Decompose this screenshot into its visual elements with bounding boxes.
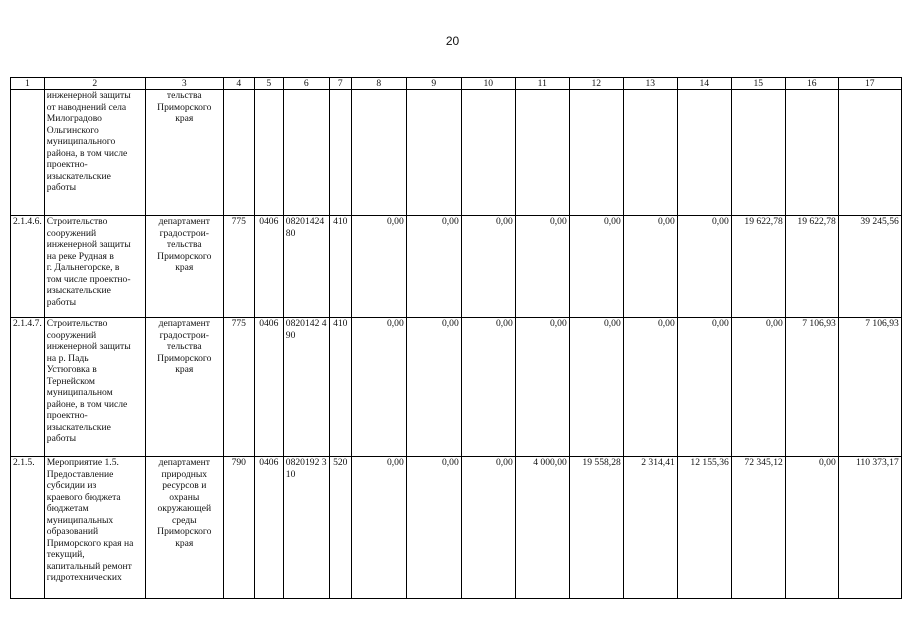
activity-name: Строительство сооружений инженерной защиты на р. Падь Устюговка в Тернейском муниципальном районе, в том числе проектно- изыскательские работы [44, 318, 145, 457]
col-header: 4 [223, 78, 254, 90]
value-cell: 7 106,93 [785, 318, 838, 457]
value-cell: 19 558,28 [569, 457, 623, 599]
col-header: 5 [254, 78, 283, 90]
expense-type: 410 [329, 318, 351, 457]
col-header: 14 [677, 78, 731, 90]
value-cell [785, 90, 838, 216]
value-cell: 110 373,17 [838, 457, 901, 599]
value-cell [515, 90, 569, 216]
section-code: 0406 [254, 318, 283, 457]
value-cell [677, 90, 731, 216]
section-code [254, 90, 283, 216]
value-cell: 39 245,56 [838, 216, 901, 318]
value-cell [623, 90, 677, 216]
table-row [11, 90, 902, 216]
value-cell [838, 90, 901, 216]
value-cell: 7 106,93 [838, 318, 901, 457]
value-cell: 0,00 [406, 318, 461, 457]
value-cell: 0,00 [569, 216, 623, 318]
row-number: 2.1.4.7. [11, 318, 45, 457]
table-row [11, 457, 902, 599]
value-cell [406, 90, 461, 216]
activity-name: Мероприятие 1.5. Предоставление субсидии из краевого бюджета бюджетам муниципальных образований Приморского края на текущий, капитальный ремонт гидротехнических [44, 457, 145, 599]
table-row [11, 318, 902, 457]
table-row [11, 216, 902, 318]
target-article: 0820142 490 [283, 318, 329, 457]
value-cell [731, 90, 785, 216]
executor: департамент градострои- тельства Приморского края [145, 216, 223, 318]
value-cell: 0,00 [406, 216, 461, 318]
value-cell: 0,00 [623, 318, 677, 457]
value-cell: 0,00 [623, 216, 677, 318]
col-header: 13 [623, 78, 677, 90]
value-cell: 0,00 [731, 318, 785, 457]
row-number: 2.1.4.6. [11, 216, 45, 318]
col-header: 12 [569, 78, 623, 90]
page-number: 20 [445, 34, 460, 48]
value-cell: 2 314,41 [623, 457, 677, 599]
value-cell: 4 000,00 [515, 457, 569, 599]
value-cell [351, 90, 406, 216]
grbs-code: 775 [223, 216, 254, 318]
value-cell: 0,00 [461, 457, 515, 599]
executor: тельства Приморского края [145, 90, 223, 216]
grbs-code: 775 [223, 318, 254, 457]
col-header: 8 [351, 78, 406, 90]
value-cell: 0,00 [677, 216, 731, 318]
value-cell [569, 90, 623, 216]
value-cell: 0,00 [515, 216, 569, 318]
value-cell: 0,00 [406, 457, 461, 599]
value-cell: 0,00 [785, 457, 838, 599]
activity-name: Строительство сооружений инженерной защиты на реке Рудная в г. Дальнегорске, в том числе проектно- изыскательские работы [44, 216, 145, 318]
row-number [11, 90, 45, 216]
grbs-code: 790 [223, 457, 254, 599]
col-header: 17 [838, 78, 901, 90]
value-cell: 12 155,36 [677, 457, 731, 599]
col-header: 16 [785, 78, 838, 90]
section-code: 0406 [254, 457, 283, 599]
grbs-code [223, 90, 254, 216]
col-header: 1 [11, 78, 45, 90]
value-cell: 0,00 [677, 318, 731, 457]
value-cell: 0,00 [461, 216, 515, 318]
budget-table [10, 77, 902, 599]
col-header: 3 [145, 78, 223, 90]
col-header: 7 [329, 78, 351, 90]
value-cell: 0,00 [461, 318, 515, 457]
value-cell: 72 345,12 [731, 457, 785, 599]
section-code: 0406 [254, 216, 283, 318]
row-number: 2.1.5. [11, 457, 45, 599]
value-cell: 0,00 [351, 318, 406, 457]
value-cell: 0,00 [569, 318, 623, 457]
value-cell: 19 622,78 [731, 216, 785, 318]
expense-type [329, 90, 351, 216]
activity-name: инженерной защиты от наводнений села Милоградово Ольгинского муниципального района, в том числе проектно- изыскательские работы [44, 90, 145, 216]
value-cell: 19 622,78 [785, 216, 838, 318]
value-cell: 0,00 [515, 318, 569, 457]
col-header: 2 [44, 78, 145, 90]
target-article: 08201424 80 [283, 216, 329, 318]
executor: департамент градострои- тельства Приморского края [145, 318, 223, 457]
executor: департамент природных ресурсов и охраны окружающей среды Приморского края [145, 457, 223, 599]
target-article [283, 90, 329, 216]
value-cell: 0,00 [351, 216, 406, 318]
target-article: 0820192 310 [283, 457, 329, 599]
col-header: 10 [461, 78, 515, 90]
col-header: 15 [731, 78, 785, 90]
header-row [11, 78, 902, 90]
expense-type: 410 [329, 216, 351, 318]
expense-type: 520 [329, 457, 351, 599]
value-cell: 0,00 [351, 457, 406, 599]
value-cell [461, 90, 515, 216]
col-header: 6 [283, 78, 329, 90]
col-header: 9 [406, 78, 461, 90]
col-header: 11 [515, 78, 569, 90]
